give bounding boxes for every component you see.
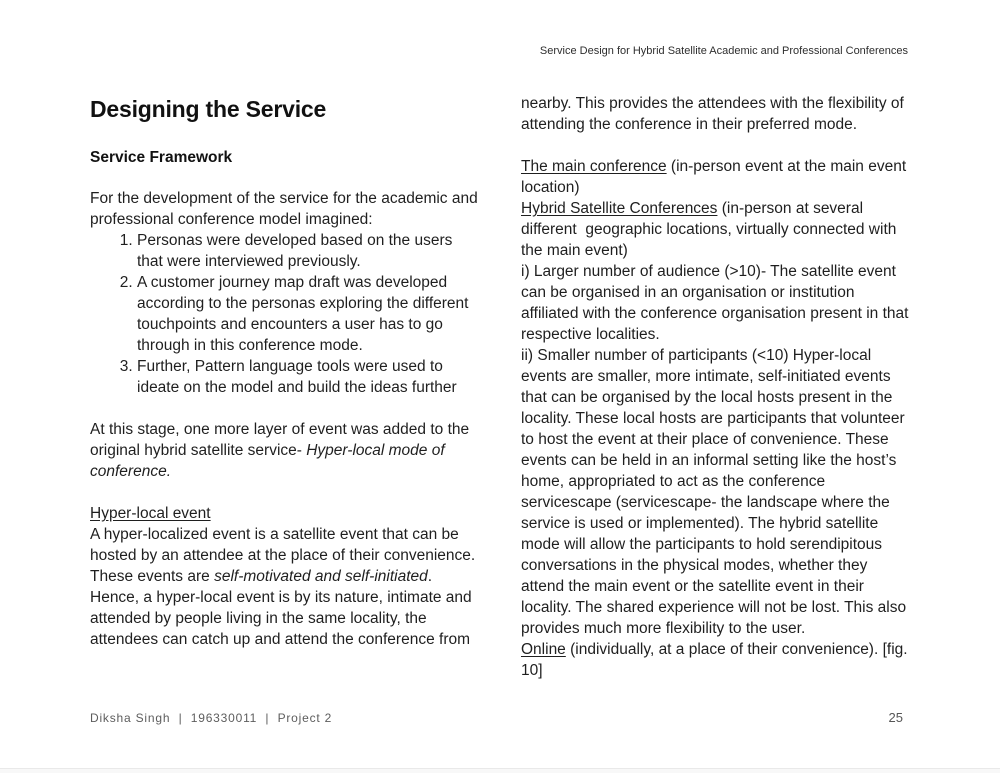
page-title: Designing the Service [90,96,327,122]
intro-paragraph [90,188,483,230]
text-run: The main conference [521,158,667,175]
text-run: self-motivated and self-initiated [214,568,428,585]
text-run: Hybrid Satellite Conferences [521,200,718,217]
footer-credits: Diksha Singh | 196330011 | Project 2 [90,711,333,725]
left-column-body [90,188,483,650]
text-run: . Hence, a hyper-local event is by its nature, intimate and attended by people living in the same locality, the attendees can catch up and attend the conference from [90,568,476,648]
running-header: Service Design for Hybrid Satellite Academic and Professional Conferences [539,45,908,57]
section-subtitle: Service Framework [90,149,233,166]
page-bottom-edge [0,768,1000,773]
text-run: (in-person at several different geographic locations, virtually connected with the main event) [521,200,901,259]
page-number: 25 [888,710,903,725]
text-run: A hyper-localized event is a satellite event that can be hosted by an attendee at the place of their convenience. These events are [90,526,480,585]
left-column [90,95,483,650]
text-run: nearby. This provides the attendees with the flexibility of attending the conference in their preferred mode. [521,95,909,133]
nearby-paragraph [521,93,909,135]
method-list [90,230,478,398]
text-run: Further, Pattern language tools were used to ideate on the model and build the ideas further [137,358,457,396]
text-run: ii) Smaller number of participants (<10) Hyper-local events are smaller, more intimate, self-initiated events that can be organised by the local hosts present in the locality. These local hosts are participants that volunteer to host the event at their place of convenience. These events can be held in an informal setting like the host’s home, appropriated to act as the conference servicescape (servicescape- the landscape where the service is used or implemented). The hybrid satellite mode will allow the participants to hold serendipitous conversations in the physical modes, whether they attend the main event or the satellite event in their locality. The shared experience will not be lost. This also provides much more flexibility to the user. [521,347,911,637]
text-run: For the development of the service for the academic and professional conference model imagined: [90,190,483,228]
text-run: Personas were developed based on the users that were interviewed previously. [137,232,457,270]
text-run: (in-person event at the main event location) [521,158,911,196]
stage-paragraph [90,419,478,482]
list-item [137,356,478,398]
text-run: A customer journey map draft was developed according to the personas exploring the different touchpoints and encounters a user has to go through in this conference mode. [137,274,473,354]
hyper-local-paragraph [90,503,478,650]
text-run: Hyper-local event [90,505,211,522]
conference-modes-paragraph [521,156,913,681]
right-column [521,93,913,681]
text-run: Online [521,641,566,658]
text-run: Hyper-local mode of conference. [90,442,449,480]
text-run: (individually, at a place of their convenience). [fig. 10] [521,641,912,679]
list-item [137,272,478,356]
list-item [137,230,478,272]
text-run: i) Larger number of audience (>10)- The satellite event can be organised in an organisation or institution affiliated with the conference organisation present in that respective localities. [521,263,913,343]
right-column-body [521,93,913,681]
text-run: At this stage, one more layer of event was added to the original hybrid satellite service- [90,421,474,459]
